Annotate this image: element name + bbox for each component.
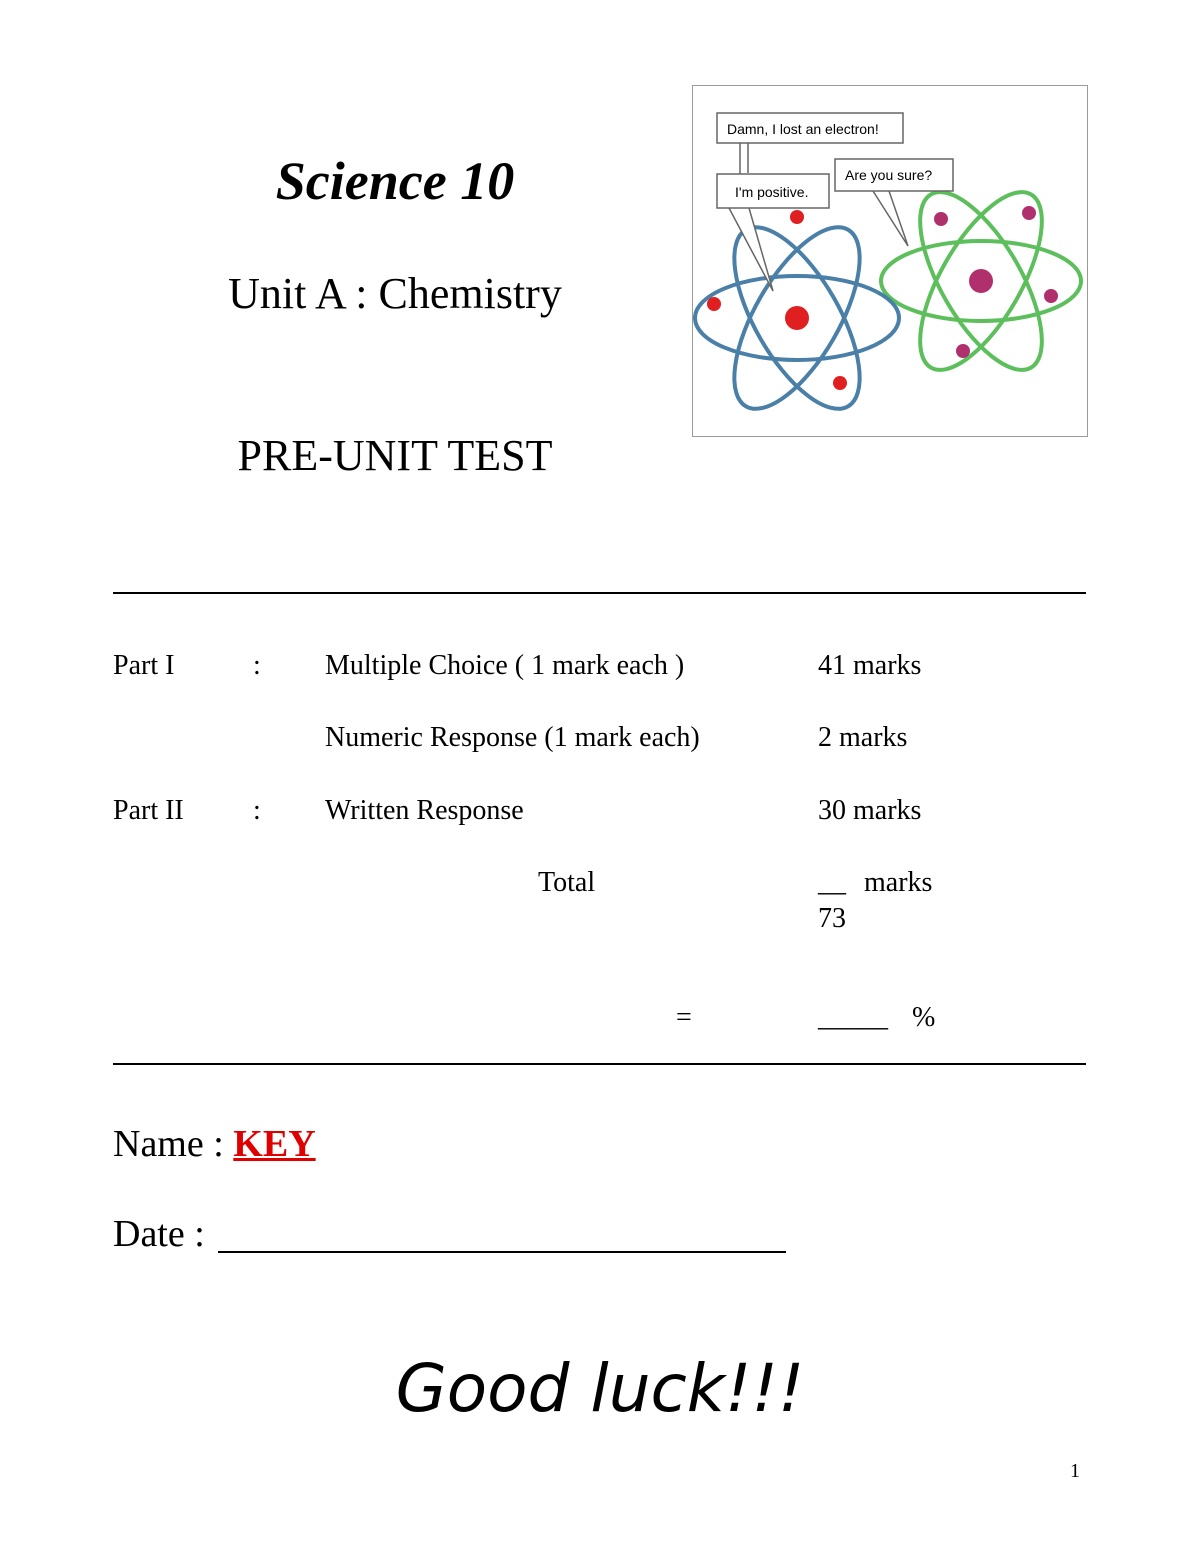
total-label: Total — [538, 867, 596, 898]
name-value: KEY — [233, 1123, 316, 1165]
date-label: Date : — [113, 1213, 205, 1255]
total-marks-word: marks — [864, 867, 933, 898]
electron-left-2 — [707, 297, 721, 311]
date-line — [218, 1251, 786, 1253]
name-label: Name : — [113, 1123, 224, 1165]
nucleus-right — [969, 269, 993, 293]
bubble-are-you-sure: Are you sure? — [845, 167, 933, 183]
multiple-choice-label: Multiple Choice ( 1 mark each ) — [325, 650, 685, 681]
electron-right-4 — [956, 344, 970, 358]
page-number: 1 — [1070, 1460, 1080, 1482]
bubble-lost-electron: Damn, I lost an electron! — [727, 121, 879, 137]
total-denominator: 73 — [818, 903, 846, 934]
speech-bubbles — [717, 113, 953, 291]
multiple-choice-marks: 41 marks — [818, 650, 922, 681]
part-2-sep: : — [253, 795, 261, 826]
part-1-label: Part I — [113, 650, 175, 681]
electron-left-1 — [790, 210, 804, 224]
top-divider — [113, 592, 1086, 594]
equals-sign: = — [676, 1002, 692, 1033]
electron-right-3 — [1044, 289, 1058, 303]
test-title: PRE-UNIT TEST — [237, 431, 553, 480]
electron-right-2 — [1022, 206, 1036, 220]
nucleus-left — [785, 306, 809, 330]
unit-title: Unit A : Chemistry — [228, 269, 562, 318]
electron-right-1 — [934, 212, 948, 226]
atom-cartoon — [692, 85, 1088, 437]
total-blank: __ — [818, 867, 846, 898]
written-response-marks: 30 marks — [818, 795, 922, 826]
numeric-response-label: Numeric Response (1 mark each) — [325, 722, 700, 753]
bottom-divider — [113, 1063, 1086, 1065]
course-title: Science 10 — [275, 151, 515, 211]
bubble-positive: I'm positive. — [735, 184, 809, 200]
good-luck: Good luck!!! — [395, 1350, 805, 1427]
electron-left-3 — [833, 376, 847, 390]
written-response-label: Written Response — [325, 795, 524, 826]
percent-blank: _____ — [818, 1002, 888, 1033]
name-row — [113, 1122, 316, 1166]
percent-sign: % — [912, 1002, 936, 1033]
part-1-sep: : — [253, 650, 261, 681]
numeric-response-marks: 2 marks — [818, 722, 908, 753]
part-2-label: Part II — [113, 795, 184, 826]
